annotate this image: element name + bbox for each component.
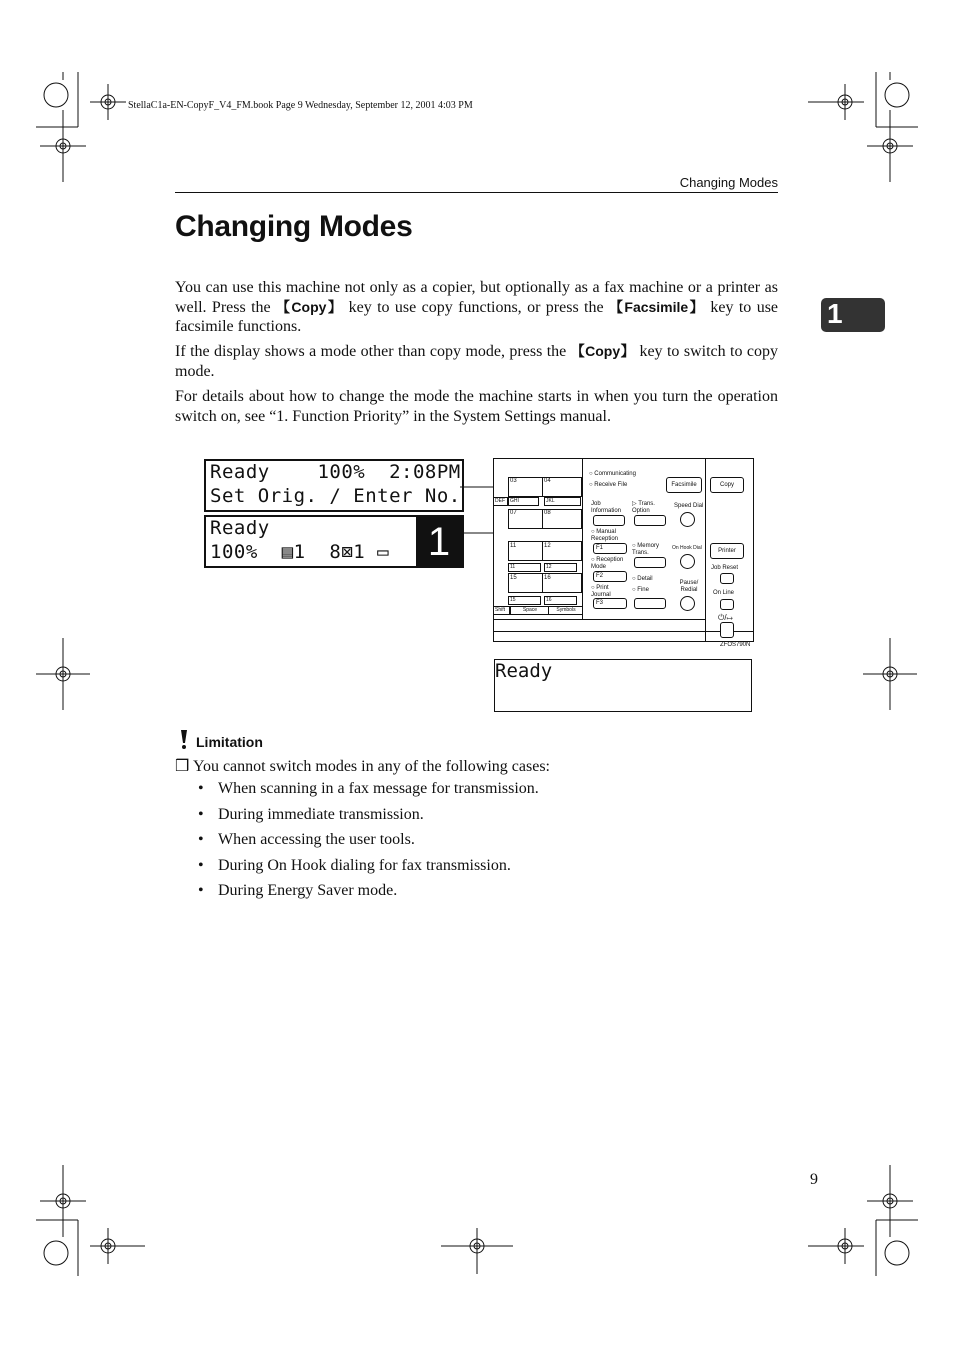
speed-dial-button[interactable] <box>680 512 695 527</box>
limitation-list <box>198 780 539 908</box>
jkl-key[interactable]: JKL <box>544 497 581 506</box>
speed-dial-label: Speed Dial <box>674 503 704 509</box>
list-item: • During On Hook dialing for fax transmission. <box>198 857 539 883</box>
reception-mode-label: ○ Reception Mode <box>591 557 624 570</box>
list-item: • When scanning in a fax message for transmission. <box>198 780 539 806</box>
key-11-button[interactable]: 11 <box>508 563 541 572</box>
lcd-row-1: Ready 100% 2:08PM <box>210 461 461 483</box>
key-15-label: 15 <box>510 575 517 581</box>
details-paragraph: For details about how to change the mode the machine starts in when you turn the operation switch on, see “1. Function Priority” in the System Settings manual. <box>175 388 778 425</box>
def-key[interactable]: DEF <box>493 497 508 506</box>
lcd-row-1: Ready <box>210 517 270 539</box>
job-reset-button[interactable] <box>720 573 734 584</box>
figure-code: ZFOS790N <box>720 642 751 648</box>
intro-paragraph <box>175 278 778 337</box>
main-power-switch[interactable] <box>720 622 734 638</box>
key-04-label: 04 <box>544 478 551 484</box>
trans-option-label: ▷ Trans. Option <box>632 501 655 514</box>
key-08-label: 08 <box>544 510 551 516</box>
receive-file-indicator: ○ Receive File <box>589 482 628 488</box>
on-hook-dial-button[interactable] <box>680 554 695 569</box>
key-12-label: 12 <box>544 543 551 549</box>
detail-indicator: ○ Detail <box>632 576 653 582</box>
symbols-key[interactable]: Symbols <box>548 606 583 615</box>
key-15-button[interactable]: 15 <box>508 596 541 605</box>
key-07-label: 07 <box>510 510 517 516</box>
list-item: • When accessing the user tools. <box>198 831 539 857</box>
checkbox-icon: ❒ <box>175 758 190 775</box>
job-reset-label: Job Reset <box>711 565 739 571</box>
facsimile-button[interactable]: Facsimile <box>666 477 702 493</box>
job-information-label: Job Information <box>591 501 622 514</box>
p2-text-a: If the display shows a mode other than copy mode, press the <box>175 343 571 360</box>
memory-trans-label: ○ Memory Trans. <box>632 543 659 556</box>
printer-ready-text: Ready <box>495 660 553 682</box>
manual-reception-label: ○ Manual Reception <box>591 529 619 542</box>
trans-option-button[interactable] <box>634 515 666 526</box>
on-line-label: On Line <box>713 590 735 596</box>
copy-key-label: 【Copy】 <box>570 343 636 359</box>
page-title: Changing Modes <box>175 210 413 243</box>
p1-text-a: You can use this machine not only as a copier, but optionally as a fax machine or a printer as well. Press the <box>175 279 778 316</box>
lcd-display-copy-count <box>204 515 464 568</box>
lcd-display-copy-ready <box>204 459 464 512</box>
ghi-key[interactable]: GHI <box>508 497 539 506</box>
list-item: • During immediate transmission. <box>198 806 539 832</box>
key-11-label: 11 <box>510 543 517 549</box>
print-journal-label: ○ Print Journal <box>591 585 611 598</box>
memory-trans-button[interactable] <box>634 557 666 568</box>
print-slug: StellaC1a-EN-CopyF_V4_FM.book Page 9 Wednesday, September 12, 2001 4:03 PM <box>128 100 473 111</box>
copy-button[interactable]: Copy <box>710 477 744 493</box>
key-16-label: 16 <box>544 575 551 581</box>
p1-text-c: key to use facsimile functions. <box>175 298 779 335</box>
printer-ready-display <box>494 659 752 712</box>
running-header: Changing Modes <box>679 175 778 190</box>
pause-redial-label: Pause/ Redial <box>679 580 699 593</box>
lcd-row-2: 100% ▤1 8⊠1 ▭ <box>210 541 390 563</box>
printer-button[interactable]: Printer <box>710 543 744 559</box>
copy-key-label: 【Copy】 <box>276 298 344 315</box>
job-information-button[interactable] <box>593 515 625 526</box>
on-line-button[interactable] <box>720 599 734 610</box>
key-16-button[interactable]: 16 <box>544 596 577 605</box>
space-key[interactable]: Space <box>510 606 549 615</box>
fine-indicator: ○ Fine <box>632 587 649 593</box>
page-number: 9 <box>810 1171 818 1188</box>
chapter-tab <box>821 298 885 332</box>
p1-text-b: key to use copy functions, or press the <box>343 298 609 316</box>
facsimile-key-label: 【Facsimile】 <box>609 298 705 315</box>
limitation-icon <box>177 730 191 750</box>
chapter-tab-number: 1 <box>827 298 843 329</box>
copy-quantity-digit: 1 <box>416 517 462 566</box>
communicating-indicator: ○ Communicating <box>589 471 636 477</box>
limitation-heading: Limitation <box>196 734 263 750</box>
operation-panel <box>493 458 754 642</box>
lcd-row-2: Set Orig. / Enter No. <box>210 485 461 507</box>
switch-paragraph <box>175 342 778 381</box>
key-03-label: 03 <box>510 478 517 484</box>
resolution-button[interactable] <box>634 598 666 609</box>
p2-text-b: key to switch to copy mode. <box>175 343 779 380</box>
f1-button[interactable]: F1 <box>593 543 627 554</box>
f3-button[interactable]: F3 <box>593 598 627 609</box>
pause-redial-button[interactable] <box>680 596 695 611</box>
shift-key[interactable]: Shift <box>493 606 510 615</box>
header-rule <box>175 192 778 193</box>
key-12-button[interactable]: 12 <box>544 563 577 572</box>
f2-button[interactable]: F2 <box>593 571 627 582</box>
on-hook-dial-label: On Hook Dial <box>672 545 702 551</box>
power-icon: ⏻/↦ <box>718 613 733 622</box>
limitation-intro: ❒ You cannot switch modes in any of the following cases: <box>175 758 550 775</box>
list-item: • During Energy Saver mode. <box>198 882 539 908</box>
